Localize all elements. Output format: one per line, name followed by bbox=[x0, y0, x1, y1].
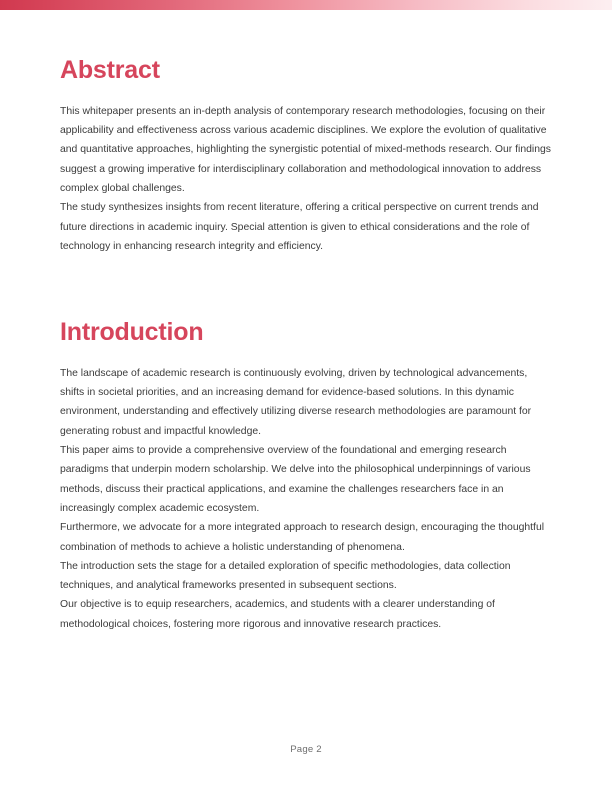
paragraph: Our objective is to equip researchers, academics, and students with a clearer understanding of methodological choices, fostering more rigorous and innovative research practices. bbox=[60, 599, 495, 630]
paragraph: The introduction sets the stage for a detailed exploration of specific methodologies, data collection techniques, and analytical frameworks presented in subsequent sections. bbox=[60, 560, 511, 592]
section-introduction bbox=[60, 256, 552, 634]
paragraph: The study synthesizes insights from recent literature, offering a critical perspective on current trends and future directions in academic inquiry. Special attention is given to ethical considerations and the role of technology in enhancing research integrity and efficiency. bbox=[60, 202, 539, 252]
page-number-label: Page 2 bbox=[290, 744, 322, 755]
paragraph: Furthermore, we advocate for a more integrated approach to research design, encouraging the thoughtful combination of methods to achieve a holistic understanding of phenomena. bbox=[60, 522, 545, 553]
paragraph: This whitepaper presents an in-depth analysis of contemporary research methodologies, focusing on their applicability and effectiveness across various academic disciplines. We explore the evolution of qualitative and quantitative approaches, highlighting the synergistic potential of mixed-methods research. Our findings suggest a growing imperative for interdisciplinary collaboration and methodological innovation to address complex global challenges. bbox=[60, 105, 551, 194]
section-abstract bbox=[60, 0, 552, 256]
section-heading-abstract: Abstract bbox=[60, 56, 160, 84]
section-heading-introduction: Introduction bbox=[60, 318, 204, 347]
paragraph: This paper aims to provide a comprehensive overview of the foundational and emerging research paradigms that underpin modern scholarship. We delve into the philosophical underpinnings of various methods, discuss their practical applications, and examine the challenges researchers face in an increasingly complex academic ecosystem. bbox=[60, 445, 531, 514]
paragraph: The landscape of academic research is continuously evolving, driven by technological advancements, shifts in societal priorities, and an increasing demand for evidence-based solutions. In this dynamic environment, understanding and effectively utilizing diverse research methodologies are paramount for generating robust and impactful knowledge. bbox=[60, 367, 532, 437]
page-footer bbox=[0, 739, 612, 757]
